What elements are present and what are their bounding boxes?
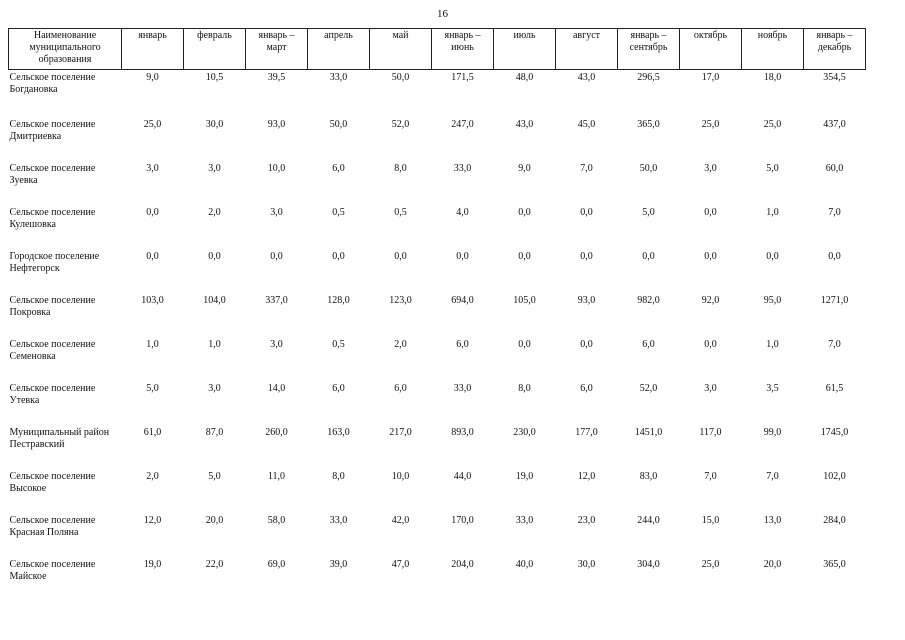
value-cell: 217,0 — [389, 426, 412, 438]
value-cell: 39,0 — [329, 558, 348, 570]
value-cell: 43,0 — [577, 72, 596, 83]
value-cell: 99,0 — [763, 426, 782, 438]
value-cell: 39,5 — [267, 72, 286, 83]
value-cell: 0,0 — [208, 250, 221, 262]
value-cell: 3,0 — [270, 338, 283, 350]
column-header: январь – декабрь — [804, 29, 866, 70]
value-cell: 1271,0 — [820, 294, 849, 306]
value-cell: 23,0 — [577, 514, 596, 526]
value-cell: 13,0 — [763, 514, 782, 526]
municipality-name-cell: Сельское поселение Майское — [9, 558, 96, 582]
value-cell: 6,0 — [332, 162, 345, 174]
value-cell: 893,0 — [451, 426, 474, 438]
value-cell: 33,0 — [329, 72, 348, 83]
value-cell: 92,0 — [701, 294, 720, 306]
value-cell: 163,0 — [327, 426, 350, 438]
table-row — [9, 117, 866, 161]
value-cell: 0,0 — [146, 250, 159, 262]
value-cell: 0,0 — [456, 250, 469, 262]
value-cell: 9,0 — [146, 72, 159, 83]
value-cell: 8,0 — [394, 162, 407, 174]
column-header: октябрь — [680, 29, 742, 70]
value-cell: 204,0 — [451, 558, 474, 570]
value-cell: 0,5 — [332, 206, 345, 218]
value-cell: 33,0 — [515, 514, 534, 526]
value-cell: 7,0 — [704, 470, 717, 482]
value-cell: 0,0 — [766, 250, 779, 262]
value-cell: 93,0 — [577, 294, 596, 306]
value-cell: 260,0 — [265, 426, 288, 438]
value-cell: 10,0 — [267, 162, 286, 174]
value-cell: 50,0 — [639, 162, 658, 174]
value-cell: 17,0 — [701, 72, 720, 83]
value-cell: 40,0 — [515, 558, 534, 570]
value-cell: 171,5 — [451, 72, 474, 83]
municipality-name-cell: Сельское поселение Высокое — [9, 470, 96, 494]
value-cell: 69,0 — [267, 558, 286, 570]
value-cell: 284,0 — [823, 514, 846, 526]
value-cell: 10,5 — [205, 72, 224, 83]
value-cell: 0,0 — [518, 250, 531, 262]
municipality-name-cell: Сельское поселение Дмитриевка — [9, 118, 96, 142]
value-cell: 3,0 — [208, 382, 221, 394]
value-cell: 7,0 — [580, 162, 593, 174]
municipality-name-cell: Муниципальный район Пестравский — [9, 426, 110, 450]
value-cell: 128,0 — [327, 294, 350, 306]
value-cell: 60,0 — [825, 162, 844, 174]
municipality-name-cell: Сельское поселение Красная Поляна — [9, 514, 96, 538]
value-cell: 5,0 — [642, 206, 655, 218]
value-cell: 437,0 — [823, 118, 846, 130]
value-cell: 102,0 — [823, 470, 846, 482]
value-cell: 3,5 — [766, 382, 779, 394]
value-cell: 3,0 — [704, 162, 717, 174]
value-cell: 33,0 — [453, 162, 472, 174]
municipality-name-cell: Сельское поселение Богдановка — [9, 72, 96, 95]
value-cell: 42,0 — [391, 514, 410, 526]
value-cell: 0,5 — [394, 206, 407, 218]
value-cell: 3,0 — [704, 382, 717, 394]
value-cell: 4,0 — [456, 206, 469, 218]
value-cell: 0,0 — [146, 206, 159, 218]
value-cell: 30,0 — [205, 118, 224, 130]
value-cell: 7,0 — [828, 206, 841, 218]
value-cell: 5,0 — [146, 382, 159, 394]
value-cell: 123,0 — [389, 294, 412, 306]
column-header: июль — [494, 29, 556, 70]
value-cell: 0,0 — [704, 250, 717, 262]
value-cell: 44,0 — [453, 470, 472, 482]
value-cell: 25,0 — [143, 118, 162, 130]
column-header: май — [370, 29, 432, 70]
column-header: август — [556, 29, 618, 70]
value-cell: 0,0 — [518, 338, 531, 350]
table-row — [9, 249, 866, 293]
value-cell: 12,0 — [143, 514, 162, 526]
municipality-name-cell: Городское поселение Нефтегорск — [9, 250, 100, 274]
table-row — [9, 381, 866, 425]
value-cell: 365,0 — [823, 558, 846, 570]
value-cell: 52,0 — [391, 118, 410, 130]
table-row — [9, 293, 866, 337]
value-cell: 8,0 — [332, 470, 345, 482]
value-cell: 104,0 — [203, 294, 226, 306]
value-cell: 61,5 — [825, 382, 844, 394]
value-cell: 83,0 — [639, 470, 658, 482]
value-cell: 20,0 — [205, 514, 224, 526]
value-cell: 33,0 — [453, 382, 472, 394]
value-cell: 43,0 — [515, 118, 534, 130]
value-cell: 244,0 — [637, 514, 660, 526]
value-cell: 14,0 — [267, 382, 286, 394]
value-cell: 25,0 — [701, 118, 720, 130]
value-cell: 3,0 — [146, 162, 159, 174]
value-cell: 1745,0 — [820, 426, 849, 438]
value-cell: 304,0 — [637, 558, 660, 570]
value-cell: 0,0 — [704, 206, 717, 218]
municipality-name-cell: Сельское поселение Кулешовка — [9, 206, 96, 230]
value-cell: 7,0 — [766, 470, 779, 482]
value-cell: 93,0 — [267, 118, 286, 130]
column-header: январь – март — [246, 29, 308, 70]
municipality-name-cell: Сельское поселение Семеновка — [9, 338, 96, 362]
municipality-name-cell: Сельское поселение Покровка — [9, 294, 96, 318]
column-header: февраль — [184, 29, 246, 70]
value-cell: 0,0 — [518, 206, 531, 218]
header-row — [9, 29, 866, 70]
value-cell: 52,0 — [639, 382, 658, 394]
value-cell: 30,0 — [577, 558, 596, 570]
value-cell: 2,0 — [394, 338, 407, 350]
value-cell: 18,0 — [763, 72, 782, 83]
data-table — [8, 28, 866, 601]
page-number: 16 — [437, 8, 448, 20]
table-row — [9, 337, 866, 381]
column-header: январь – сентябрь — [618, 29, 680, 70]
value-cell: 12,0 — [577, 470, 596, 482]
value-cell: 9,0 — [518, 162, 531, 174]
value-cell: 0,0 — [332, 250, 345, 262]
value-cell: 19,0 — [143, 558, 162, 570]
value-cell: 58,0 — [267, 514, 286, 526]
column-header: январь — [122, 29, 184, 70]
value-cell: 5,0 — [766, 162, 779, 174]
column-header: апрель — [308, 29, 370, 70]
value-cell: 982,0 — [637, 294, 660, 306]
value-cell: 6,0 — [580, 382, 593, 394]
value-cell: 48,0 — [515, 72, 534, 83]
value-cell: 354,5 — [823, 72, 846, 83]
value-cell: 0,0 — [270, 250, 283, 262]
value-cell: 10,0 — [391, 470, 410, 482]
column-header: январь – июнь — [432, 29, 494, 70]
value-cell: 22,0 — [205, 558, 224, 570]
value-cell: 1,0 — [766, 338, 779, 350]
value-cell: 296,5 — [637, 72, 660, 83]
table-row — [9, 161, 866, 205]
value-cell: 8,0 — [518, 382, 531, 394]
value-cell: 3,0 — [208, 162, 221, 174]
table-row — [9, 557, 866, 601]
value-cell: 0,0 — [580, 206, 593, 218]
value-cell: 6,0 — [394, 382, 407, 394]
table-body — [9, 70, 866, 601]
value-cell: 365,0 — [637, 118, 660, 130]
value-cell: 0,0 — [394, 250, 407, 262]
value-cell: 2,0 — [146, 470, 159, 482]
value-cell: 15,0 — [701, 514, 720, 526]
table-row — [9, 513, 866, 557]
table-row — [9, 70, 866, 117]
value-cell: 1,0 — [146, 338, 159, 350]
value-cell: 50,0 — [329, 118, 348, 130]
column-header-name: Наименование муниципального образования — [9, 29, 122, 70]
value-cell: 47,0 — [391, 558, 410, 570]
value-cell: 95,0 — [763, 294, 782, 306]
value-cell: 7,0 — [828, 338, 841, 350]
table-row — [9, 205, 866, 249]
value-cell: 6,0 — [332, 382, 345, 394]
value-cell: 20,0 — [763, 558, 782, 570]
value-cell: 5,0 — [208, 470, 221, 482]
municipality-name-cell: Сельское поселение Зуевка — [9, 162, 96, 186]
value-cell: 87,0 — [205, 426, 224, 438]
value-cell: 177,0 — [575, 426, 598, 438]
value-cell: 230,0 — [513, 426, 536, 438]
value-cell: 19,0 — [515, 470, 534, 482]
value-cell: 117,0 — [699, 426, 722, 438]
table-header — [9, 29, 866, 70]
value-cell: 3,0 — [270, 206, 283, 218]
value-cell: 0,0 — [704, 338, 717, 350]
value-cell: 45,0 — [577, 118, 596, 130]
value-cell: 33,0 — [329, 514, 348, 526]
value-cell: 170,0 — [451, 514, 474, 526]
value-cell: 337,0 — [265, 294, 288, 306]
value-cell: 0,0 — [828, 250, 841, 262]
value-cell: 11,0 — [267, 470, 286, 482]
value-cell: 6,0 — [642, 338, 655, 350]
value-cell: 2,0 — [208, 206, 221, 218]
value-cell: 694,0 — [451, 294, 474, 306]
value-cell: 0,5 — [332, 338, 345, 350]
value-cell: 25,0 — [701, 558, 720, 570]
value-cell: 61,0 — [143, 426, 162, 438]
value-cell: 0,0 — [580, 250, 593, 262]
value-cell: 0,0 — [642, 250, 655, 262]
value-cell: 105,0 — [513, 294, 536, 306]
value-cell: 1451,0 — [634, 426, 663, 438]
value-cell: 247,0 — [451, 118, 474, 130]
value-cell: 1,0 — [208, 338, 221, 350]
value-cell: 103,0 — [141, 294, 164, 306]
value-cell: 0,0 — [580, 338, 593, 350]
table-row — [9, 425, 866, 469]
value-cell: 50,0 — [391, 72, 410, 83]
municipality-name-cell: Сельское поселение Утевка — [9, 382, 96, 406]
value-cell: 1,0 — [766, 206, 779, 218]
value-cell: 25,0 — [763, 118, 782, 130]
column-header: ноябрь — [742, 29, 804, 70]
value-cell: 6,0 — [456, 338, 469, 350]
table-row — [9, 469, 866, 513]
